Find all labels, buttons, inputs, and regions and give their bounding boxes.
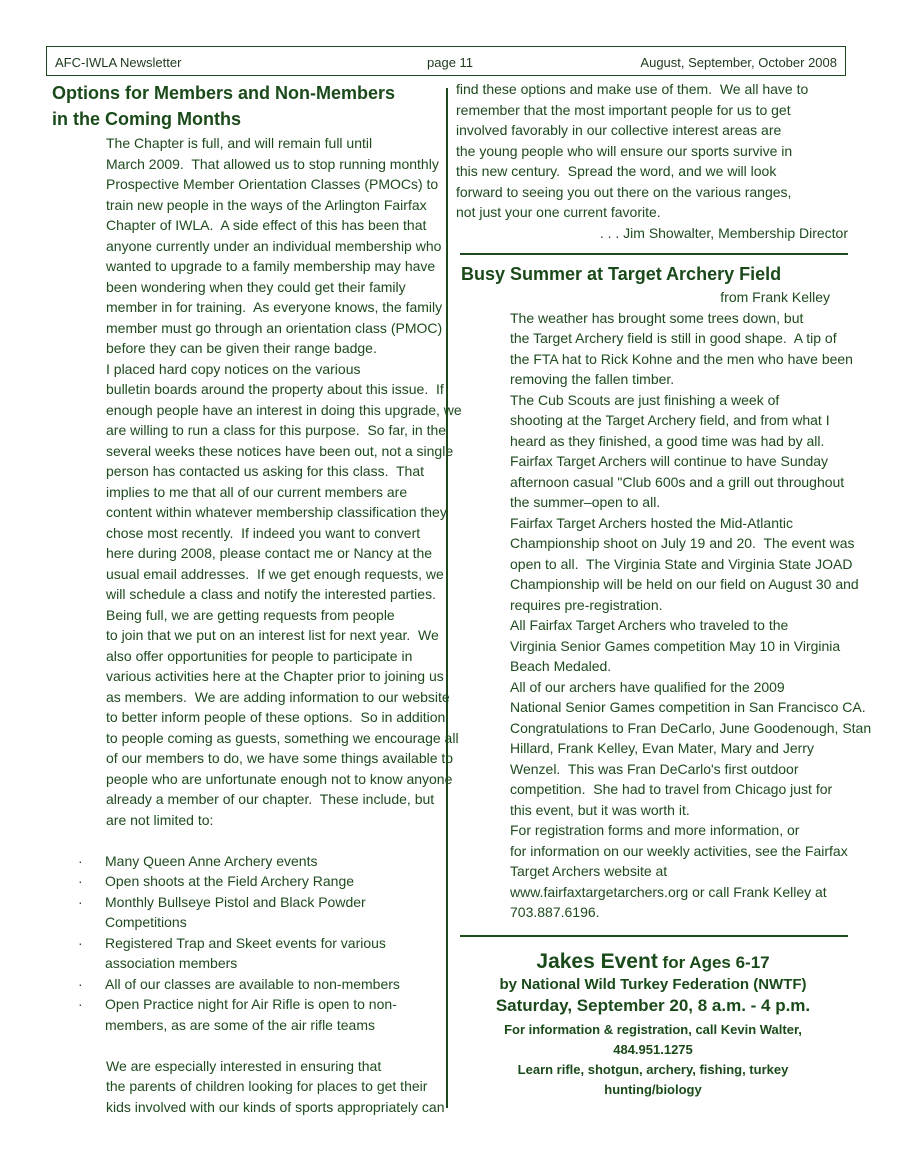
paragraph-text: or call Frank Kelley at 703.887.6196.: [510, 883, 827, 920]
bullet-text: All of our classes are available to non-members: [105, 975, 400, 992]
page-number: page 11: [427, 55, 474, 70]
bullet-item: [52, 871, 442, 892]
jakes-activities-cont: hunting/biology: [604, 1082, 702, 1097]
right-column: [456, 79, 872, 943]
bullet-text: Open Practice night for Air Rifle is open to non- members, as are some of the air rifle teams: [105, 996, 397, 1033]
jakes-ages: for Ages 6-17: [657, 953, 770, 972]
paragraph: The Cub Scouts are just finishing a week of shooting at the Target Archery field, and from what I heard as they finished, a good time was had by all. Fairfax Target Archers will continue to have Sunday afternoon casual "Club 600s and a grill out throughout the summer–open to all.: [510, 391, 845, 510]
article-title-options: Options for Members and Non-Members in the Coming Months: [52, 83, 396, 129]
byline: from Frank Kelley: [720, 289, 830, 305]
bullet-icon: ·: [78, 893, 83, 910]
signature: . . . Jim Showalter, Membership Director: [599, 224, 848, 241]
bullet-item: [52, 974, 442, 995]
bullet-icon: ·: [78, 996, 83, 1012]
paragraph: [456, 820, 848, 923]
left-column: [52, 80, 462, 1117]
newsletter-name: AFC-IWLA Newsletter: [55, 55, 182, 70]
paragraph: All of our archers have qualified for the 2009 National Senior Games competition in San Francisco CA. Congratulations to Fran DeCarlo, June Goodenough, Stan Hillard, Frank Kelley, Evan Mater, Mary and Jerry Wenzel. This was Fran DeCarlo's first outdoor competition. She had to travel from Chicago just for this event, but it was worth it.: [510, 678, 872, 818]
bullet-icon: ·: [78, 975, 83, 992]
issue-date: August, September, October 2008: [640, 55, 837, 70]
jakes-date: Saturday, September 20, 8 a.m. - 4 p.m.: [495, 996, 811, 1015]
article-title-archery: Busy Summer at Target Archery Field: [461, 264, 782, 284]
jakes-contact: For information & registration, call Kevin Walter,: [504, 1022, 802, 1037]
paragraph: We are especially interested in ensuring that the parents of children looking for places to get their kids involved with our kinds of sports appropriately can: [106, 1057, 445, 1115]
section-rule: [460, 253, 848, 255]
website-link[interactable]: www.fairfaxtargetarchers.org: [510, 883, 689, 900]
jakes-event-box: [458, 950, 848, 1100]
paragraph: I placed hard copy notices on the various bulletin boards around the property about this issue. If enough people have an interest in doing this upgrade, we are willing to run a class for this purpose. So far, in the several weeks these notices have been out, not a single person has contacted us asking for this class. That implies to me that all of our current members are content within whatever membership classification they chose most recently. If indeed you want to convert here during 2008, please contact me or Nancy at the usual email addresses. If we get enough requests, we will schedule a class and notify the interested parties.: [106, 360, 462, 602]
bullet-item: [52, 851, 442, 872]
column-divider: [446, 88, 448, 1108]
page-header: [46, 46, 846, 76]
bullet-icon: ·: [78, 873, 83, 889]
bullet-item: [52, 994, 442, 1035]
paragraph: All Fairfax Target Archers who traveled to the Virginia Senior Games competition May 10 in Virginia Beach Medaled.: [510, 617, 841, 674]
paragraph: The weather has brought some trees down, but the Target Archery field is still in good shape. A tip of the FTA hat to Rick Kohne and the men who have been removing the fallen timber.: [510, 309, 853, 387]
bullet-list: [52, 851, 442, 1036]
bullet-icon: ·: [78, 852, 83, 869]
jakes-activities: Learn rifle, shotgun, archery, fishing, turkey: [517, 1062, 789, 1077]
bullet-text: Open shoots at the Field Archery Range: [105, 873, 355, 889]
paragraph: Being full, we are getting requests from people to join that we put on an interest list for next year. We also offer opportunities for people to participate in various activities here at the Chapter prior to joining us as members. We are adding information to our website to better inform people of these options. So in addition to people coming as guests, something we encourage all of our members to do, we have some things available to people who are unfortunate enough not to know anyone already a member of our chapter. These include, but are not limited to:: [106, 606, 459, 828]
bullet-item: [52, 933, 442, 974]
paragraph-continuation: find these options and make use of them. We all have to remember that the most important people for us to get involved favorably in our collective interest areas are the young people who will ensure our sports survive in this new century. Spread the word, and we will look forward to seeing you out there on the various ranges, not just your one current favorite.: [456, 81, 809, 220]
jakes-organizer: by National Wild Turkey Federation (NWTF): [499, 976, 807, 993]
paragraph-text: For registration forms and more information, or for information on our weekly activities, see the Fairfax Target Archers website at: [510, 822, 848, 879]
paragraph: Fairfax Target Archers hosted the Mid-Atlantic Championship shoot on July 19 and 20. The event was open to all. The Virginia State and Virginia State JOAD Championship will be held on our field on August 30 and requires pre-registration.: [510, 514, 859, 613]
bullet-text: Monthly Bullseye Pistol and Black Powder Competitions: [105, 893, 366, 930]
bullet-text: Registered Trap and Skeet events for various association members: [105, 934, 386, 971]
bullet-text: Many Queen Anne Archery events: [105, 852, 318, 869]
bullet-icon: ·: [78, 934, 83, 951]
bullet-item: [52, 892, 442, 933]
jakes-title: Jakes Event: [536, 950, 658, 973]
section-rule: [460, 935, 848, 937]
jakes-phone: 484.951.1275: [613, 1042, 693, 1057]
paragraph: The Chapter is full, and will remain full until March 2009. That allowed us to stop running monthly Prospective Member Orientation Classes (PMOCs) to train new people in the ways of the Arlington Fairfax Chapter of IWLA. A side effect of this has been that anyone currently under an individual membership who wanted to upgrade to a family membership may have been wondering when they could get their family member in for training. As everyone knows, the family member must go through an orientation class (PMOC) before they can be given their range badge.: [106, 135, 443, 356]
